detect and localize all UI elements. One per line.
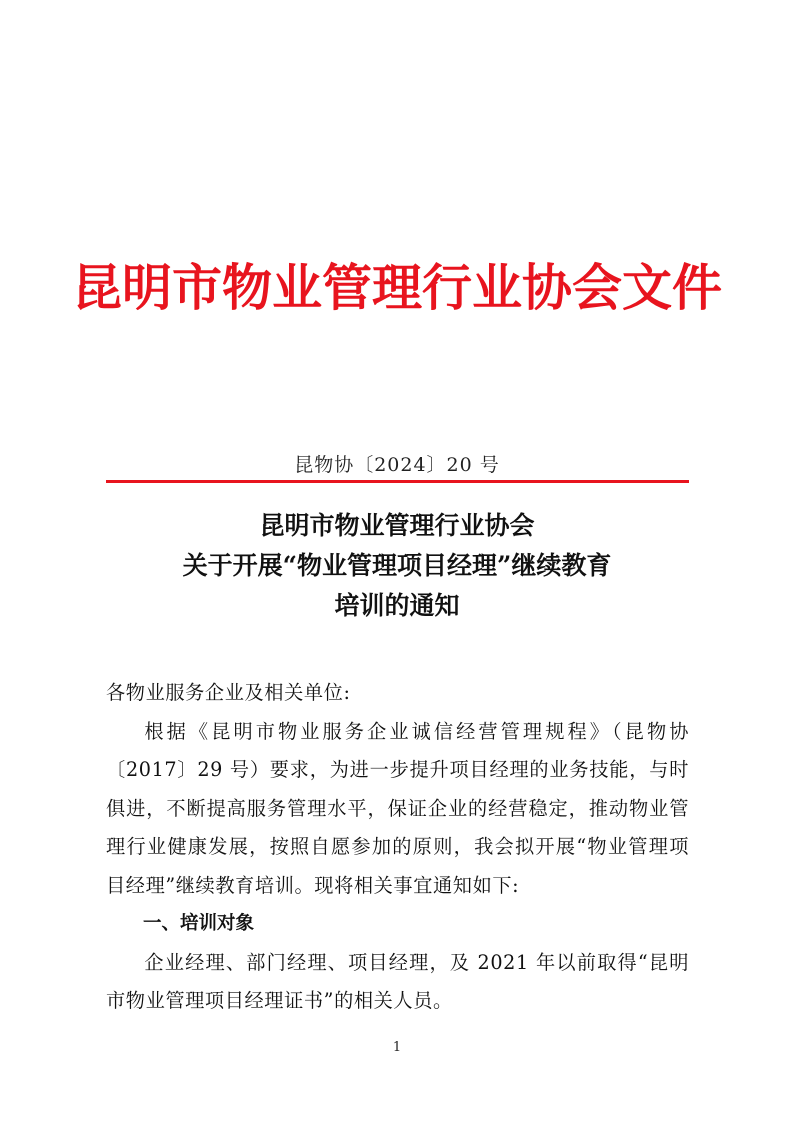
document-number: 昆物协〔2024〕20 号 xyxy=(294,454,500,476)
letterhead-title: 昆明市物业管理行业协会文件 xyxy=(72,259,722,317)
page-number: 1 xyxy=(392,1040,402,1055)
heading-line-2: 关于开展“物业管理项目经理”继续教育 xyxy=(182,551,612,580)
paragraph-training-target: 企业经理、部门经理、项目经理，及 2021 年以前取得“昆明市物业管理项目经理证书”的相关人员。 xyxy=(106,950,689,1012)
heading-line-1: 昆明市物业管理行业协会 xyxy=(259,511,535,540)
salutation: 各物业服务企业及相关单位: xyxy=(106,681,351,704)
body-text xyxy=(106,674,689,1021)
notice-heading xyxy=(0,506,794,626)
section-heading-training-target: 一、培训对象 xyxy=(143,913,255,934)
red-divider-line xyxy=(106,480,689,483)
heading-line-3: 培训的通知 xyxy=(334,591,460,620)
paragraph-intro: 根据《昆明市物业服务企业诚信经营管理规程》（昆物协〔2017〕29 号）要求，为进一步提升项目经理的业务技能，与时俱进，不断提高服务管理水平，保证企业的经营稳定，推动物业管理行业健康发展，按照自愿参加的原则，我会拟开展“物业管理项目经理”继续教育培训。现将相关事宜通知如下: xyxy=(106,719,689,897)
